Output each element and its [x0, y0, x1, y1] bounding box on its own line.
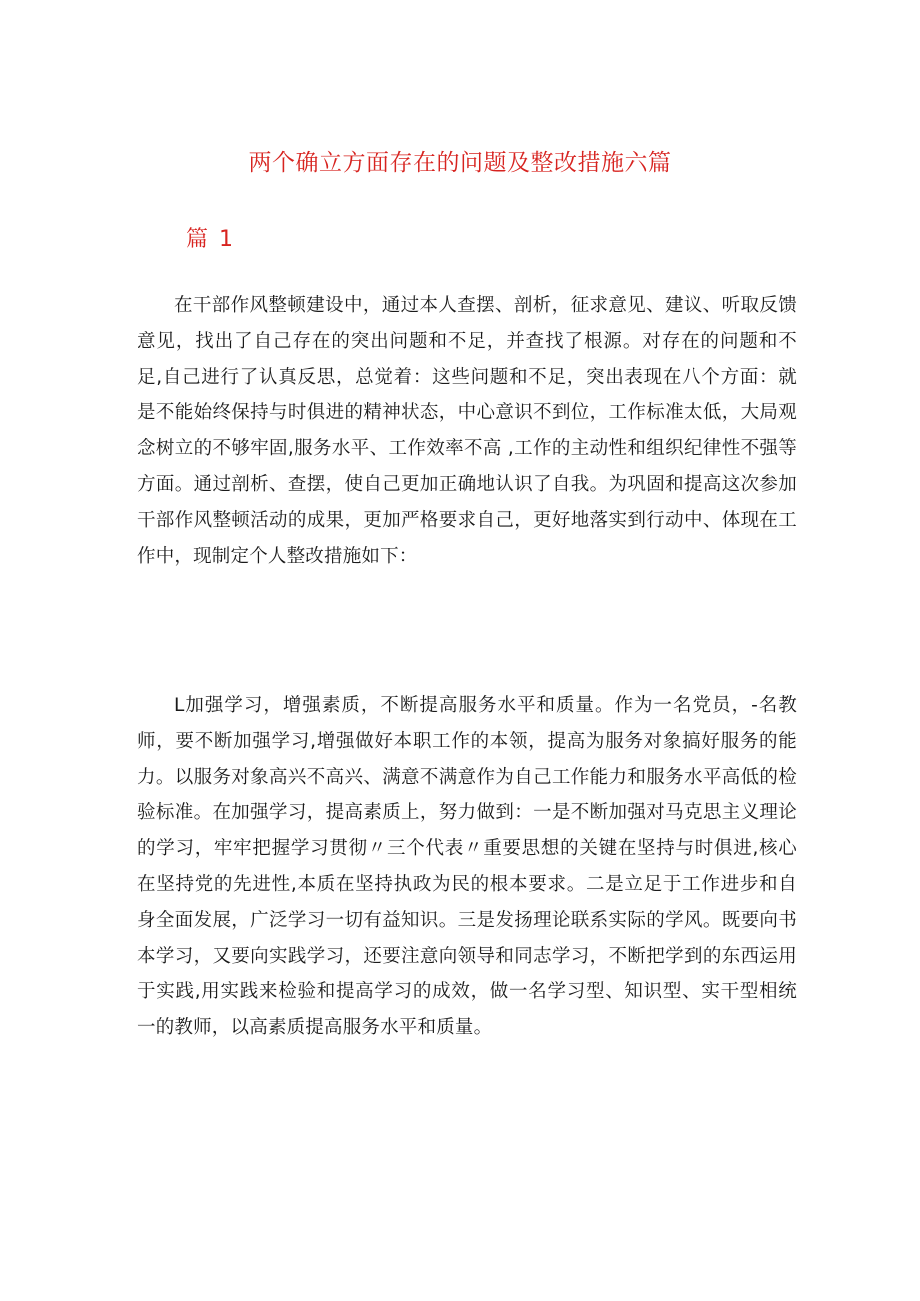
section-heading: 篇 1: [186, 227, 235, 252]
body-paragraph: L加强学习，增强素质，不断提高服务水平和质量。作为一名党员，-名教师，要不断加强学习,增强做好本职工作的本领，提高为服务对象搞好服务的能力。以服务对象高兴不高兴、满意不满意作为自己工作能力和服务水平高低的检验标准。在加强学习，提高素质上，努力做到：一是不断加强对马克思主义理论的学习，牢牢把握学习贯彻〃三个代表〃重要思想的关键在坚持与时俱进,核心在坚持党的先进性,本质在坚持执政为民的根本要求。二是立足于工作进步和自身全面发展，广泛学习一切有益知识。三是发扬理论联系实际的学风。既要向书本学习，又要向实践学习，还要注意向领导和同志学习，不断把学到的东西运用于实践,用实践来检验和提高学习的成效，做一名学习型、知识型、实干型相统一的教师，以高素质提高服务水平和质量。: [137, 695, 797, 1039]
body-paragraph: 在干部作风整顿建设中，通过本人查摆、剖析，征求意见、建议、听取反馈意见，找出了自己存在的突出问题和不足，并查找了根源。对存在的问题和不足,自己进行了认真反思，总觉着：这些问题和不足，突出表现在八个方面：就是不能始终保持与时俱进的精神状态，中心意识不到位，工作标准太低，大局观念树立的不够牢固,服务水平、工作效率不高 ,工作的主动性和组织纪律性不强等方面。通过剖析、查摆，使自己更加正确地认识了自我。为巩固和提高这次参加干部作风整顿活动的成果，更加严格要求自己，更好地落实到行动中、体现在工作中，现制定个人整改措施如下：: [137, 295, 797, 567]
document-title: 两个确立方面存在的问题及整改措施六篇: [248, 150, 672, 176]
